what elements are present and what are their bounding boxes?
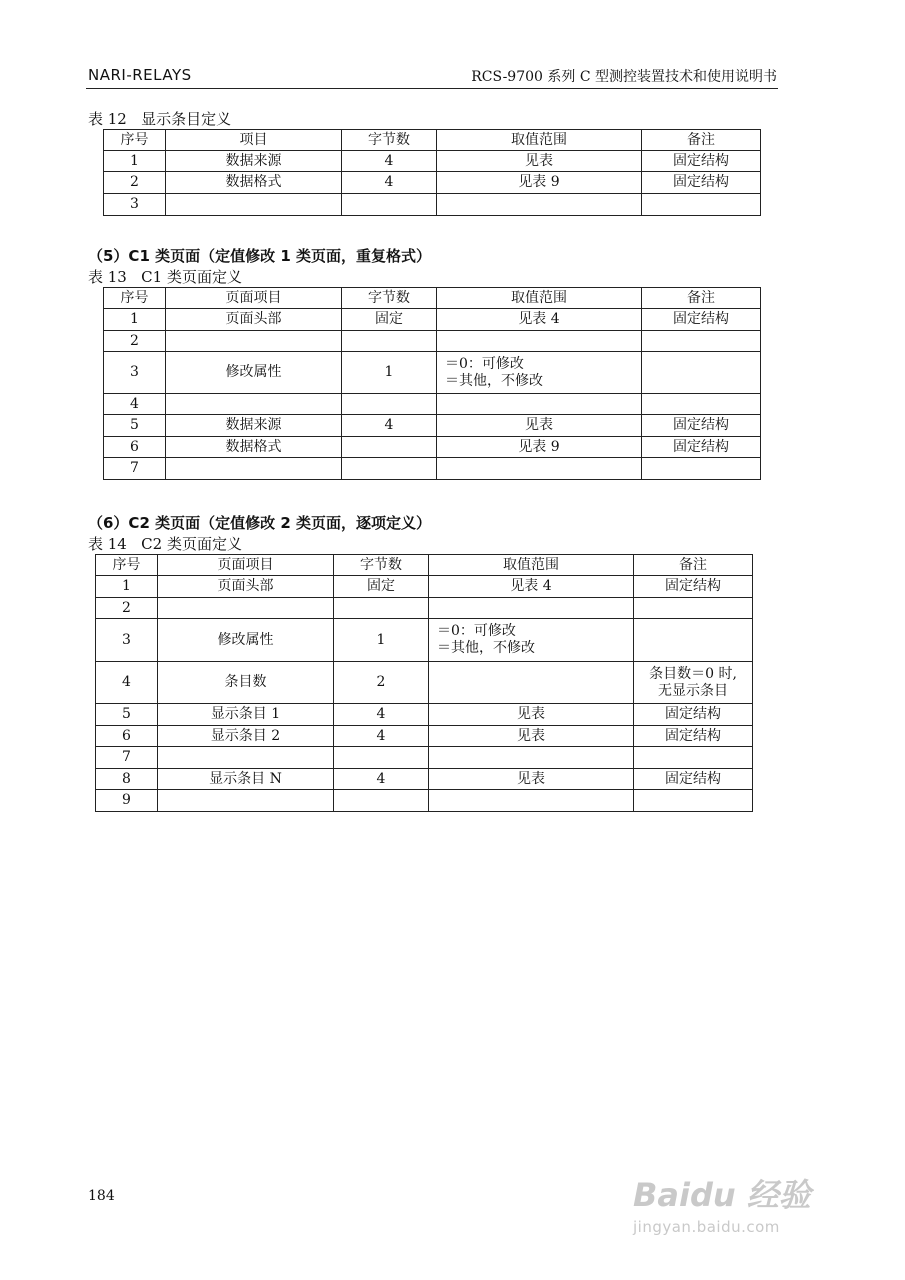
table-cell <box>166 458 342 480</box>
table-cell: 1 <box>104 309 166 331</box>
watermark-brand: Baidu 经验 <box>633 1176 811 1214</box>
table-cell: 固定 <box>334 576 429 598</box>
table-12 <box>103 129 761 216</box>
table-cell <box>429 598 634 619</box>
page-number: 184 <box>88 1188 115 1204</box>
table-cell: 1 <box>342 352 437 394</box>
column-header: 字节数 <box>342 288 437 309</box>
table-cell: 4 <box>96 662 158 704</box>
column-header: 页面项目 <box>158 555 334 576</box>
table-cell: 1 <box>104 151 166 172</box>
table-row <box>104 458 761 480</box>
section-6-heading: （6）C2 类页面（定值修改 2 类页面，逐项定义） <box>88 514 431 532</box>
column-header: 取值范围 <box>437 288 642 309</box>
table-13-body <box>104 309 761 480</box>
table-cell: 8 <box>96 769 158 790</box>
table-13-caption: 表 13 C1 类页面定义 <box>88 268 242 286</box>
table-cell <box>158 598 334 619</box>
table-cell: 2 <box>104 331 166 352</box>
table-cell <box>642 458 761 480</box>
table-cell <box>642 331 761 352</box>
table-row <box>96 769 753 790</box>
column-header: 字节数 <box>342 130 437 151</box>
table-cell <box>429 747 634 769</box>
cell-line: 条目数＝0 时, <box>649 665 737 682</box>
table-row <box>104 172 761 194</box>
table-cell <box>334 598 429 619</box>
table-cell: 见表 4 <box>437 309 642 331</box>
table-cell <box>166 194 342 216</box>
table-cell: 见表 <box>429 769 634 790</box>
watermark-url: jingyan.baidu.com <box>633 1218 780 1236</box>
table-14 <box>95 554 753 812</box>
table-cell: 7 <box>104 458 166 480</box>
section-5-heading: （5）C1 类页面（定值修改 1 类页面，重复格式） <box>88 247 431 265</box>
table-cell <box>634 747 753 769</box>
table-cell: 条目数 <box>158 662 334 704</box>
column-header: 页面项目 <box>166 288 342 309</box>
table-cell <box>429 619 634 662</box>
table-cell <box>342 394 437 415</box>
table-cell: 见表 <box>437 415 642 437</box>
column-header: 序号 <box>104 130 166 151</box>
table-cell <box>642 352 761 394</box>
table-row <box>104 394 761 415</box>
table-cell <box>634 662 753 704</box>
column-header: 序号 <box>104 288 166 309</box>
table-row <box>96 747 753 769</box>
table-cell: 固定结构 <box>634 576 753 598</box>
table-cell: 固定结构 <box>642 309 761 331</box>
table-cell <box>158 747 334 769</box>
table-row <box>104 194 761 216</box>
column-header: 备注 <box>642 130 761 151</box>
table-header-row <box>96 555 753 576</box>
table-cell: 页面头部 <box>158 576 334 598</box>
table-cell: 2 <box>104 172 166 194</box>
table-cell: 2 <box>96 598 158 619</box>
table-cell: 6 <box>104 437 166 458</box>
table-cell <box>437 352 642 394</box>
table-cell: 1 <box>96 576 158 598</box>
table-cell: 见表 <box>429 726 634 747</box>
table-cell: 4 <box>334 704 429 726</box>
table-cell <box>642 394 761 415</box>
table-cell <box>342 458 437 480</box>
table-cell <box>342 437 437 458</box>
cell-line: 无显示条目 <box>658 682 728 699</box>
table-cell <box>334 747 429 769</box>
table-cell <box>342 194 437 216</box>
table-cell: 数据来源 <box>166 151 342 172</box>
table-cell: 3 <box>104 194 166 216</box>
table-cell: 见表 <box>437 151 642 172</box>
table-row <box>96 726 753 747</box>
table-row <box>104 415 761 437</box>
table-row <box>96 598 753 619</box>
column-header: 备注 <box>642 288 761 309</box>
table-cell: 数据来源 <box>166 415 342 437</box>
table-cell: 固定结构 <box>634 704 753 726</box>
table-cell: 3 <box>104 352 166 394</box>
cell-line: ＝其他，不修改 <box>437 640 535 656</box>
cell-line: ＝0：可修改 <box>437 623 516 639</box>
table-cell: 显示条目 1 <box>158 704 334 726</box>
watermark <box>633 1170 843 1240</box>
table-row <box>104 352 761 394</box>
table-14-body <box>96 576 753 812</box>
document-brand: NARI-RELAYS <box>88 66 192 84</box>
cell-line: ＝0：可修改 <box>445 355 524 372</box>
table-row <box>96 576 753 598</box>
table-cell: 页面头部 <box>166 309 342 331</box>
table-cell: 4 <box>104 394 166 415</box>
table-row <box>104 331 761 352</box>
table-cell <box>634 598 753 619</box>
header-rule <box>86 88 778 89</box>
table-cell <box>166 394 342 415</box>
table-cell <box>437 458 642 480</box>
table-cell <box>437 394 642 415</box>
table-cell: 5 <box>104 415 166 437</box>
table-row <box>104 151 761 172</box>
table-cell <box>634 619 753 662</box>
table-cell: 修改属性 <box>158 619 334 662</box>
column-header: 项目 <box>166 130 342 151</box>
table-cell: 2 <box>334 662 429 704</box>
table-row <box>104 437 761 458</box>
table-cell: 4 <box>342 415 437 437</box>
table-header-row <box>104 288 761 309</box>
table-cell <box>334 790 429 812</box>
table-cell <box>437 331 642 352</box>
table-row <box>96 790 753 812</box>
table-cell: 见表 <box>429 704 634 726</box>
table-cell <box>429 790 634 812</box>
table-cell: 3 <box>96 619 158 662</box>
table-row <box>96 704 753 726</box>
column-header: 字节数 <box>334 555 429 576</box>
table-cell: 固定 <box>342 309 437 331</box>
cell-line: ＝其他，不修改 <box>445 372 543 389</box>
document-title: RCS-9700 系列 C 型测控装置技术和使用说明书 <box>471 69 777 85</box>
table-row <box>96 662 753 704</box>
table-cell: 固定结构 <box>634 769 753 790</box>
table-cell: 固定结构 <box>642 172 761 194</box>
table-13 <box>103 287 761 480</box>
table-cell: 固定结构 <box>642 437 761 458</box>
table-cell <box>158 790 334 812</box>
table-cell: 4 <box>334 769 429 790</box>
table-cell: 数据格式 <box>166 437 342 458</box>
table-cell: 见表 9 <box>437 437 642 458</box>
table-cell: 修改属性 <box>166 352 342 394</box>
table-row <box>96 619 753 662</box>
table-cell: 4 <box>342 172 437 194</box>
table-cell: 9 <box>96 790 158 812</box>
column-header: 备注 <box>634 555 753 576</box>
table-cell <box>642 194 761 216</box>
table-row <box>104 309 761 331</box>
table-cell <box>342 331 437 352</box>
table-cell: 显示条目 2 <box>158 726 334 747</box>
table-cell: 4 <box>342 151 437 172</box>
table-14-caption: 表 14 C2 类页面定义 <box>88 535 242 553</box>
table-cell: 固定结构 <box>634 726 753 747</box>
table-cell <box>437 194 642 216</box>
table-cell <box>634 790 753 812</box>
table-cell: 数据格式 <box>166 172 342 194</box>
table-cell: 7 <box>96 747 158 769</box>
table-12-caption: 表 12 显示条目定义 <box>88 110 232 128</box>
table-cell: 5 <box>96 704 158 726</box>
table-cell <box>429 662 634 704</box>
table-cell: 固定结构 <box>642 415 761 437</box>
column-header: 取值范围 <box>437 130 642 151</box>
table-header-row <box>104 130 761 151</box>
column-header: 序号 <box>96 555 158 576</box>
column-header: 取值范围 <box>429 555 634 576</box>
table-cell: 见表 9 <box>437 172 642 194</box>
table-cell: 显示条目 N <box>158 769 334 790</box>
table-cell: 见表 4 <box>429 576 634 598</box>
table-cell: 1 <box>334 619 429 662</box>
table-cell: 4 <box>334 726 429 747</box>
table-cell: 6 <box>96 726 158 747</box>
table-cell: 固定结构 <box>642 151 761 172</box>
table-cell <box>166 331 342 352</box>
table-12-body <box>104 151 761 216</box>
